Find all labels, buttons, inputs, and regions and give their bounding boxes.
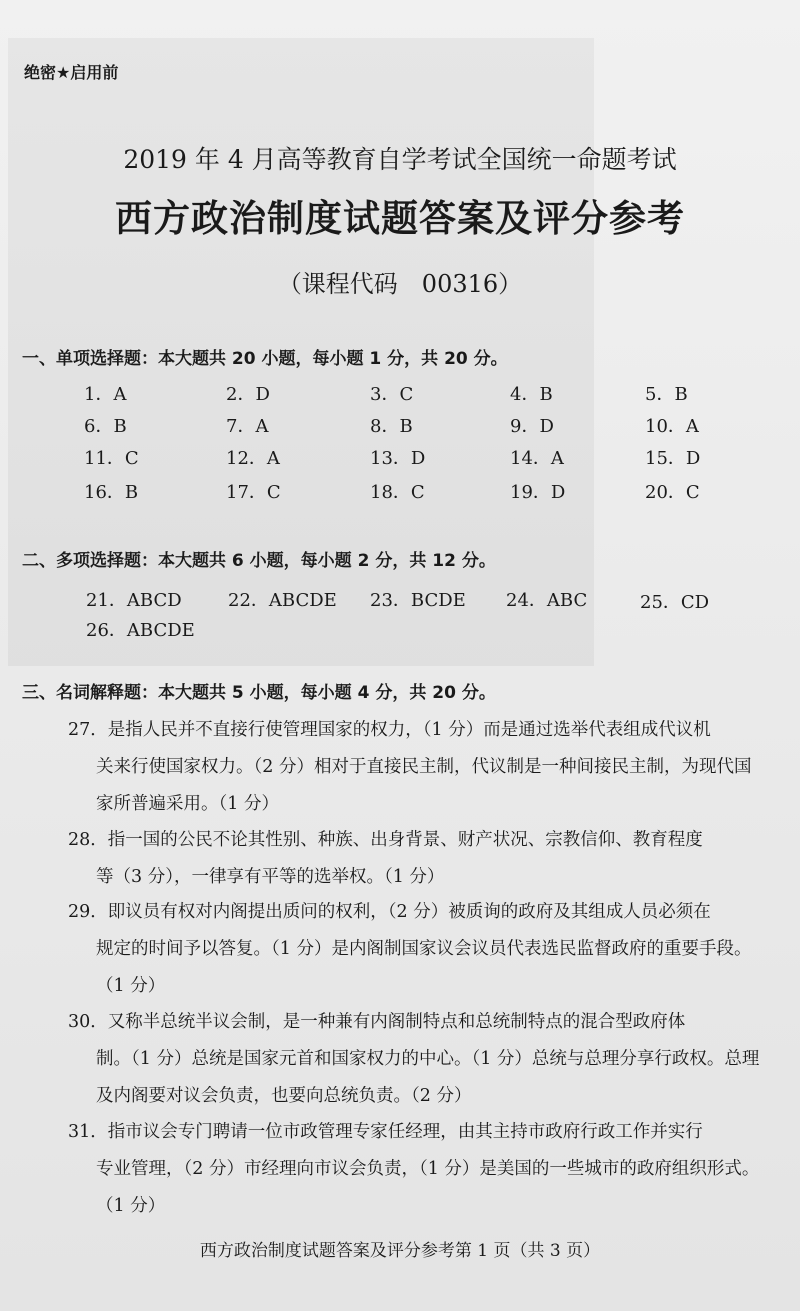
single-choice-answer: 18．C <box>370 482 425 503</box>
single-choice-answer: 16．B <box>84 482 139 503</box>
single-choice-answer: 2．D <box>226 384 270 405</box>
single-choice-answer: 7．A <box>226 416 269 437</box>
single-choice-answer: 13．D <box>370 448 426 469</box>
single-choice-answer: 10．A <box>645 416 699 437</box>
single-choice-answer: 12．A <box>226 448 280 469</box>
page-title: 西方政治制度试题答案及评分参考 <box>115 196 685 240</box>
single-choice-answer: 4．B <box>510 384 553 405</box>
term-item-29: 29．即议员有权对内阁提出质问的权利，（2 分）被质询的政府及其组成人员必须在 规定的时间予以答复。（1 分）是内阁制国家议会议员代表选民监督政府的重要手段。（1 分） <box>68 902 752 996</box>
multiple-choice-answer: 24．ABC <box>506 590 588 611</box>
term-item-30: 30．又称半总统半议会制，是一种兼有内阁制特点和总统制特点的混合型政府体 制。（1 分）总统是国家元首和国家权力的中心。（1 分）总统与总理分享行政权。总理及内阁要对议会负责，也要向总统负责。（2 分） <box>68 1012 760 1106</box>
confidential-label: 绝密★启用前 <box>24 63 119 82</box>
single-choice-answer: 14．A <box>510 448 564 469</box>
single-choice-answer: 20．C <box>645 482 700 503</box>
single-choice-answer: 8．B <box>370 416 413 437</box>
multiple-choice-answer: 25．CD <box>640 592 710 613</box>
exam-line: 2019 年 4 月高等教育自学考试全国统一命题考试 <box>123 145 677 174</box>
page-footer: 西方政治制度试题答案及评分参考第 1 页（共 3 页） <box>199 1241 601 1261</box>
single-choice-answer: 15．D <box>645 448 701 469</box>
single-choice-answer: 9．D <box>510 416 554 437</box>
term-item-27: 27．是指人民并不直接行使管理国家的权力，（1 分）而是通过选举代表组成代议机 关来行使国家权力。（2 分）相对于直接民主制，代议制是一种间接民主制，为现代国家所普遍采用。（1 分） <box>68 720 752 814</box>
single-choice-answer: 1．A <box>84 384 127 405</box>
term-item-28: 28．指一国的公民不论其性别、种族、出身背景、财产状况、宗教信仰、教育程度 等（3 分），一律享有平等的选举权。（1 分） <box>68 830 703 887</box>
multiple-choice-answer: 21．ABCD <box>86 590 182 611</box>
multiple-choice-answer: 23．BCDE <box>370 590 466 611</box>
single-choice-answer: 17．C <box>226 482 281 503</box>
term-item-31: 31．指市议会专门聘请一位市政管理专家任经理，由其主持市政府行政工作并实行 专业管理，（2 分）市经理向市议会负责，（1 分）是美国的一些城市的政府组织形式。（1 分） <box>68 1122 760 1216</box>
section1-heading: 一、单项选择题：本大题共 20 小题，每小题 1 分，共 20 分。 <box>22 349 508 369</box>
single-choice-answer: 6．B <box>84 416 127 437</box>
single-choice-answer: 19．D <box>510 482 566 503</box>
single-choice-answer: 11．C <box>84 448 139 469</box>
multiple-choice-answer: 26．ABCDE <box>86 620 195 641</box>
section2-heading: 二、多项选择题：本大题共 6 小题，每小题 2 分，共 12 分。 <box>22 551 496 571</box>
section3-heading: 三、名词解释题：本大题共 5 小题，每小题 4 分，共 20 分。 <box>22 683 496 703</box>
multiple-choice-answer: 22．ABCDE <box>228 590 337 611</box>
course-code: （课程代码 00316） <box>277 270 523 298</box>
single-choice-answer: 3．C <box>370 384 414 405</box>
single-choice-answer: 5．B <box>645 384 688 405</box>
